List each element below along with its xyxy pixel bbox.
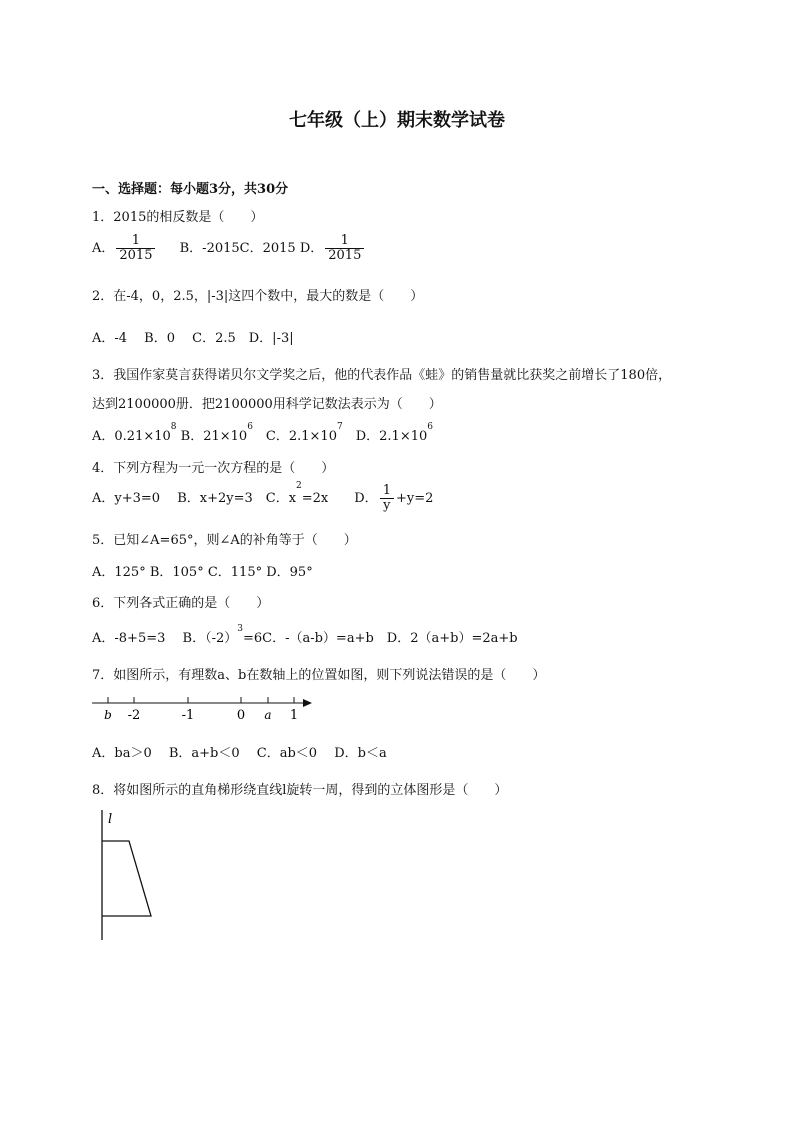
exponent: 3	[237, 624, 243, 634]
trapezoid-figure	[92, 808, 162, 944]
question-1-options	[92, 234, 366, 263]
q1-options-bc: B．-2015C．2015 D．	[179, 241, 324, 256]
exponent: 2	[296, 481, 302, 491]
numline-label-zero: 0	[236, 708, 246, 723]
number-line-figure	[90, 693, 316, 727]
question-6-stem: 6．下列各式正确的是（ ）	[92, 596, 270, 611]
numline-label-minus-1: -1	[181, 708, 195, 723]
axis-label: l	[108, 812, 113, 827]
fraction-numerator: 1	[340, 233, 349, 248]
q4-option-d-rest: +y=2	[395, 491, 434, 506]
right-trapezoid-shape	[102, 841, 151, 916]
fraction-denominator: 2015	[325, 248, 364, 263]
numline-label-one: 1	[289, 708, 299, 723]
question-6-options	[92, 624, 518, 646]
numline-label-b: b	[104, 708, 112, 722]
fraction-denominator: 2015	[116, 248, 155, 263]
question-8-stem: 8．将如图所示的直角梯形绕直线l旋转一周，得到的立体图形是（ ）	[92, 783, 508, 798]
question-2-options: A．-4 B．0 C．2.5 D．|-3|	[92, 331, 294, 346]
number-line-arrow	[303, 699, 312, 707]
question-2-stem: 2．在-4，0，2.5，|-3|这四个数中，最大的数是（ ）	[92, 289, 424, 304]
exponent: 7	[336, 422, 343, 432]
q1-option-a-fraction	[116, 234, 155, 263]
q4-options-abc: A．y+3=0 B．x+2y=3 C．x	[92, 491, 297, 506]
q3-option-c: C．2.1×10	[252, 429, 337, 444]
q3-option-d: D．2.1×10	[342, 429, 428, 444]
question-1-stem: 1．2015的相反数是（ ）	[92, 210, 264, 225]
q1-option-d-fraction	[325, 234, 364, 263]
fraction-numerator: 1	[382, 483, 391, 498]
exponent: 8	[170, 422, 177, 432]
question-4-stem: 4．下列方程为一元一次方程的是（ ）	[92, 461, 335, 476]
question-7-stem: 7．如图所示，有理数a、b在数轴上的位置如图，则下列说法错误的是（ ）	[92, 668, 546, 683]
q4-option-d-fraction	[380, 484, 394, 513]
exponent: 6	[247, 422, 253, 432]
numline-label-minus-2: -2	[127, 708, 141, 723]
q3-option-b: B．21×10	[176, 429, 248, 444]
q6-options-rest: =6C．-（a-b）=a+b D．2（a+b）=2a+b	[242, 631, 518, 646]
question-4-options	[92, 481, 434, 513]
exponent: 6	[427, 422, 433, 432]
question-3-stem-line1: 3．我国作家莫言获得诺贝尔文学奖之后，他的代表作品《蛙》的销售量就比获奖之前增长了180倍，	[92, 368, 672, 383]
question-3-options	[92, 422, 433, 444]
q1-option-a-label: A．	[92, 241, 115, 256]
question-3-stem-line2: 达到2100000册．把2100000用科学记数法表示为（ ）	[92, 397, 442, 412]
page-title: 七年级（上）期末数学试卷	[289, 110, 505, 131]
q6-options-ab: A．-8+5=3 B．（-2）	[92, 631, 238, 646]
fraction-numerator: 1	[131, 233, 141, 248]
section-heading: 一、选择题：每小题3分，共30分	[92, 182, 289, 197]
numline-label-a: a	[264, 708, 272, 722]
question-7-options: A．ba＞0 B．a+b＜0 C．ab＜0 D．b＜a	[92, 746, 387, 761]
question-5-stem: 5．已知∠A=65°，则∠A的补角等于（ ）	[92, 533, 357, 548]
fraction-denominator: y	[380, 498, 393, 513]
q3-option-a: A．0.21×10	[92, 429, 171, 444]
question-5-options: A．125° B．105° C．115° D．95°	[92, 565, 313, 580]
q4-option-c-rest: =2x D．	[301, 491, 378, 506]
